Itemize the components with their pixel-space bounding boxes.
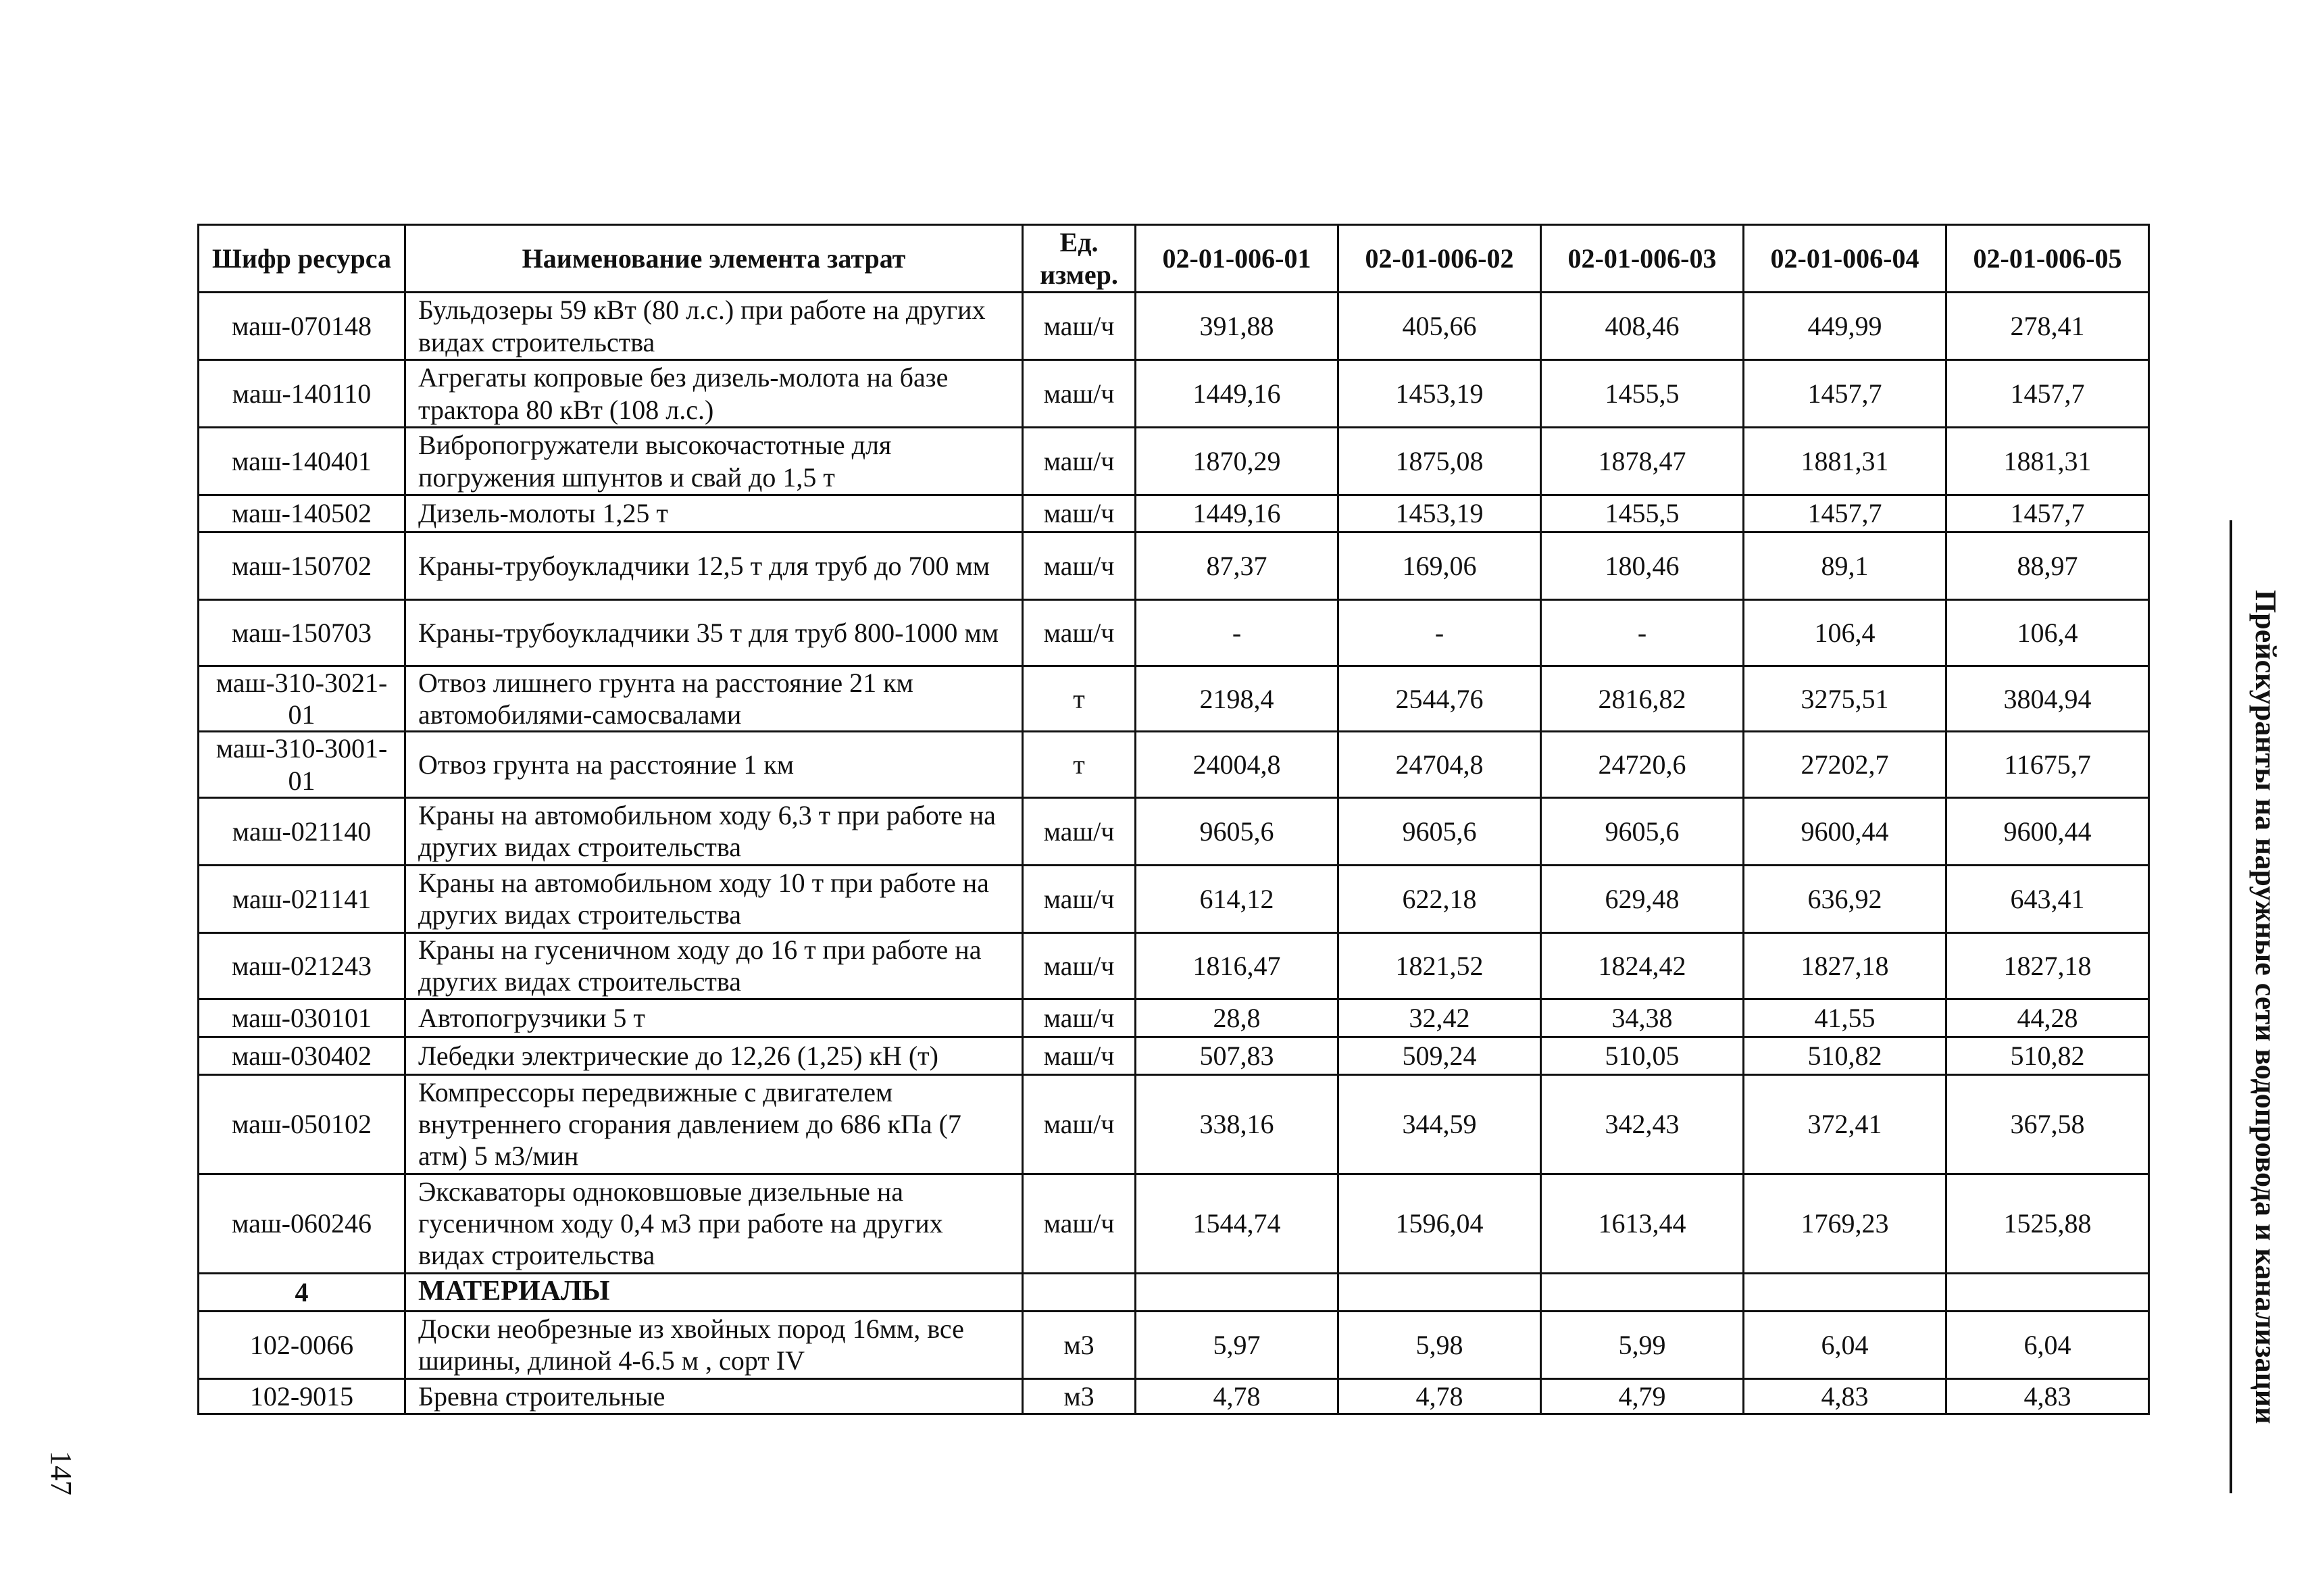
header-unit: Ед. измер.: [1023, 225, 1136, 293]
table-row: [199, 495, 2149, 532]
section-title: МАТЕРИАЛЫ: [405, 1273, 1023, 1311]
value-col-4: 4,83: [1744, 1378, 1946, 1414]
value-col-1: 4,78: [1136, 1378, 1338, 1414]
resource-unit: маш/ч: [1023, 1174, 1136, 1273]
resource-code: маш-140502: [199, 495, 405, 532]
section-number: 4: [199, 1273, 405, 1311]
value-col-4: 636,92: [1744, 865, 1946, 932]
table-row: [199, 1311, 2149, 1378]
header-col-3: 02-01-006-03: [1541, 225, 1744, 293]
value-col-3: 1824,42: [1541, 932, 1744, 999]
value-col-4: 1769,23: [1744, 1174, 1946, 1273]
value-col-4: 9600,44: [1744, 797, 1946, 865]
header-code: Шифр ресурса: [199, 225, 405, 293]
resource-code: маш-070148: [199, 293, 405, 360]
value-col-5: [1946, 1273, 2149, 1311]
value-col-3: 4,79: [1541, 1378, 1744, 1414]
value-col-2: 32,42: [1338, 999, 1541, 1037]
table-row: [199, 1378, 2149, 1414]
value-col-5: 44,28: [1946, 999, 2149, 1037]
value-col-5: 6,04: [1946, 1311, 2149, 1378]
resource-code: маш-030402: [199, 1037, 405, 1074]
header-name: Наименование элемента затрат: [405, 225, 1023, 293]
value-col-2: 9605,6: [1338, 797, 1541, 865]
table-row: [199, 1037, 2149, 1074]
resource-name: Дизель-молоты 1,25 т: [405, 495, 1023, 532]
value-col-5: 278,41: [1946, 293, 2149, 360]
value-col-3: 180,46: [1541, 532, 1744, 600]
resource-name: Компрессоры передвижные с двигателем внутреннего сгорания давлением до 686 кПа (7 атм) 5 м3/мин: [405, 1074, 1023, 1174]
value-col-4: 1827,18: [1744, 932, 1946, 999]
value-col-3: -: [1541, 600, 1744, 666]
value-col-4: 1457,7: [1744, 495, 1946, 532]
table-row: [199, 797, 2149, 865]
value-col-4: 449,99: [1744, 293, 1946, 360]
value-col-2: 24704,8: [1338, 732, 1541, 797]
value-col-3: 1455,5: [1541, 360, 1744, 428]
value-col-2: [1338, 1273, 1541, 1311]
table-row: [199, 932, 2149, 999]
resource-unit: маш/ч: [1023, 495, 1136, 532]
value-col-4: 1881,31: [1744, 428, 1946, 495]
table-row: [199, 532, 2149, 600]
value-col-1: 1544,74: [1136, 1174, 1338, 1273]
value-col-3: 1878,47: [1541, 428, 1744, 495]
value-col-3: 1455,5: [1541, 495, 1744, 532]
value-col-4: 510,82: [1744, 1037, 1946, 1074]
table-row: [199, 732, 2149, 797]
value-col-2: 1453,19: [1338, 495, 1541, 532]
value-col-1: 391,88: [1136, 293, 1338, 360]
table-row: [199, 666, 2149, 732]
value-col-5: 1457,7: [1946, 495, 2149, 532]
value-col-2: 5,98: [1338, 1311, 1541, 1378]
resource-code: маш-140401: [199, 428, 405, 495]
header-col-5: 02-01-006-05: [1946, 225, 2149, 293]
resource-name: Лебедки электрические до 12,26 (1,25) кН (т): [405, 1037, 1023, 1074]
table-row: [199, 1074, 2149, 1174]
value-col-5: 367,58: [1946, 1074, 2149, 1174]
value-col-3: 24720,6: [1541, 732, 1744, 797]
value-col-4: 41,55: [1744, 999, 1946, 1037]
resource-name: Вибропогружатели высокочастотные для погружения шпунтов и свай до 1,5 т: [405, 428, 1023, 495]
resource-unit: маш/ч: [1023, 532, 1136, 600]
value-col-1: 2198,4: [1136, 666, 1338, 732]
resource-code: маш-150702: [199, 532, 405, 600]
resource-unit: маш/ч: [1023, 932, 1136, 999]
value-col-1: 614,12: [1136, 865, 1338, 932]
value-col-1: 1816,47: [1136, 932, 1338, 999]
resource-name: Экскаваторы одноковшовые дизельные на гусеничном ходу 0,4 м3 при работе на других видах строительства: [405, 1174, 1023, 1273]
value-col-3: 510,05: [1541, 1037, 1744, 1074]
value-col-3: 408,46: [1541, 293, 1744, 360]
table-row: [199, 999, 2149, 1037]
resource-name: Бульдозеры 59 кВт (80 л.с.) при работе на других видах строительства: [405, 293, 1023, 360]
value-col-1: -: [1136, 600, 1338, 666]
value-col-2: 622,18: [1338, 865, 1541, 932]
value-col-3: [1541, 1273, 1744, 1311]
value-col-5: 88,97: [1946, 532, 2149, 600]
page-number: 147: [45, 1451, 78, 1495]
value-col-1: 28,8: [1136, 999, 1338, 1037]
table-row: [199, 865, 2149, 932]
table-row: [199, 360, 2149, 428]
resource-unit: т: [1023, 666, 1136, 732]
resource-code: маш-140110: [199, 360, 405, 428]
value-col-2: 1596,04: [1338, 1174, 1541, 1273]
resource-unit: [1023, 1273, 1136, 1311]
table-row: [199, 428, 2149, 495]
value-col-2: 509,24: [1338, 1037, 1541, 1074]
value-col-4: 1457,7: [1744, 360, 1946, 428]
value-col-5: 3804,94: [1946, 666, 2149, 732]
value-col-5: 1827,18: [1946, 932, 2149, 999]
resource-unit: маш/ч: [1023, 1074, 1136, 1174]
value-col-3: 5,99: [1541, 1311, 1744, 1378]
resource-unit: маш/ч: [1023, 999, 1136, 1037]
header-row: [199, 225, 2149, 293]
value-col-2: 1821,52: [1338, 932, 1541, 999]
value-col-3: 342,43: [1541, 1074, 1744, 1174]
value-col-5: 1881,31: [1946, 428, 2149, 495]
value-col-1: [1136, 1273, 1338, 1311]
value-col-1: 9605,6: [1136, 797, 1338, 865]
resource-code: 102-0066: [199, 1311, 405, 1378]
value-col-4: 3275,51: [1744, 666, 1946, 732]
value-col-4: 27202,7: [1744, 732, 1946, 797]
value-col-3: 629,48: [1541, 865, 1744, 932]
value-col-3: 9605,6: [1541, 797, 1744, 865]
value-col-4: 89,1: [1744, 532, 1946, 600]
resource-name: Краны на автомобильном ходу 6,3 т при работе на других видах строительства: [405, 797, 1023, 865]
resource-code: маш-060246: [199, 1174, 405, 1273]
resource-code: маш-050102: [199, 1074, 405, 1174]
value-col-2: 2544,76: [1338, 666, 1541, 732]
price-table: [197, 224, 2150, 1415]
value-col-1: 1870,29: [1136, 428, 1338, 495]
resource-code: 102-9015: [199, 1378, 405, 1414]
value-col-5: 4,83: [1946, 1378, 2149, 1414]
value-col-2: 169,06: [1338, 532, 1541, 600]
value-col-2: -: [1338, 600, 1541, 666]
header-col-1: 02-01-006-01: [1136, 225, 1338, 293]
value-col-5: 106,4: [1946, 600, 2149, 666]
value-col-1: 87,37: [1136, 532, 1338, 600]
table-row: [199, 293, 2149, 360]
resource-code: маш-310-3001-01: [199, 732, 405, 797]
value-col-2: 344,59: [1338, 1074, 1541, 1174]
value-col-1: 5,97: [1136, 1311, 1338, 1378]
section-row: [199, 1273, 2149, 1311]
resource-unit: маш/ч: [1023, 1037, 1136, 1074]
value-col-5: 643,41: [1946, 865, 2149, 932]
value-col-5: 11675,7: [1946, 732, 2149, 797]
resource-name: Доски необрезные из хвойных пород 16мм, все ширины, длиной 4-6.5 м , сорт IV: [405, 1311, 1023, 1378]
resource-name: Отвоз грунта на расстояние 1 км: [405, 732, 1023, 797]
header-col-2: 02-01-006-02: [1338, 225, 1541, 293]
resource-code: маш-021140: [199, 797, 405, 865]
value-col-2: 4,78: [1338, 1378, 1541, 1414]
resource-name: Бревна строительные: [405, 1378, 1023, 1414]
resource-code: маш-150703: [199, 600, 405, 666]
value-col-3: 1613,44: [1541, 1174, 1744, 1273]
resource-unit: маш/ч: [1023, 360, 1136, 428]
resource-unit: м3: [1023, 1311, 1136, 1378]
value-col-2: 1875,08: [1338, 428, 1541, 495]
value-col-1: 24004,8: [1136, 732, 1338, 797]
value-col-2: 405,66: [1338, 293, 1541, 360]
value-col-1: 1449,16: [1136, 360, 1338, 428]
resource-code: маш-030101: [199, 999, 405, 1037]
value-col-4: 6,04: [1744, 1311, 1946, 1378]
resource-unit: маш/ч: [1023, 797, 1136, 865]
value-col-1: 1449,16: [1136, 495, 1338, 532]
resource-unit: м3: [1023, 1378, 1136, 1414]
resource-code: маш-310-3021-01: [199, 666, 405, 732]
value-col-4: [1744, 1273, 1946, 1311]
resource-name: Агрегаты копровые без дизель-молота на базе трактора 80 кВт (108 л.с.): [405, 360, 1023, 428]
side-running-title: Прейскуранты на наружные сети водопровода и канализации: [2249, 589, 2282, 1424]
resource-code: маш-021141: [199, 865, 405, 932]
value-col-4: 372,41: [1744, 1074, 1946, 1174]
resource-unit: маш/ч: [1023, 600, 1136, 666]
value-col-5: 510,82: [1946, 1037, 2149, 1074]
resource-code: маш-021243: [199, 932, 405, 999]
header-col-4: 02-01-006-04: [1744, 225, 1946, 293]
table-row: [199, 600, 2149, 666]
resource-name: Отвоз лишнего грунта на расстояние 21 км автомобилями-самосвалами: [405, 666, 1023, 732]
value-col-2: 1453,19: [1338, 360, 1541, 428]
resource-unit: т: [1023, 732, 1136, 797]
resource-name: Краны-трубоукладчики 12,5 т для труб до 700 мм: [405, 532, 1023, 600]
resource-name: Автопогрузчики 5 т: [405, 999, 1023, 1037]
resource-unit: маш/ч: [1023, 293, 1136, 360]
resource-name: Краны на автомобильном ходу 10 т при работе на других видах строительства: [405, 865, 1023, 932]
resource-unit: маш/ч: [1023, 428, 1136, 495]
value-col-1: 507,83: [1136, 1037, 1338, 1074]
value-col-4: 106,4: [1744, 600, 1946, 666]
resource-unit: маш/ч: [1023, 865, 1136, 932]
value-col-3: 34,38: [1541, 999, 1744, 1037]
value-col-1: 338,16: [1136, 1074, 1338, 1174]
value-col-5: 1525,88: [1946, 1174, 2149, 1273]
resource-name: Краны-трубоукладчики 35 т для труб 800-1000 мм: [405, 600, 1023, 666]
resource-name: Краны на гусеничном ходу до 16 т при работе на других видах строительства: [405, 932, 1023, 999]
side-divider-line: [2230, 520, 2232, 1493]
value-col-3: 2816,82: [1541, 666, 1744, 732]
value-col-5: 9600,44: [1946, 797, 2149, 865]
table-row: [199, 1174, 2149, 1273]
value-col-5: 1457,7: [1946, 360, 2149, 428]
